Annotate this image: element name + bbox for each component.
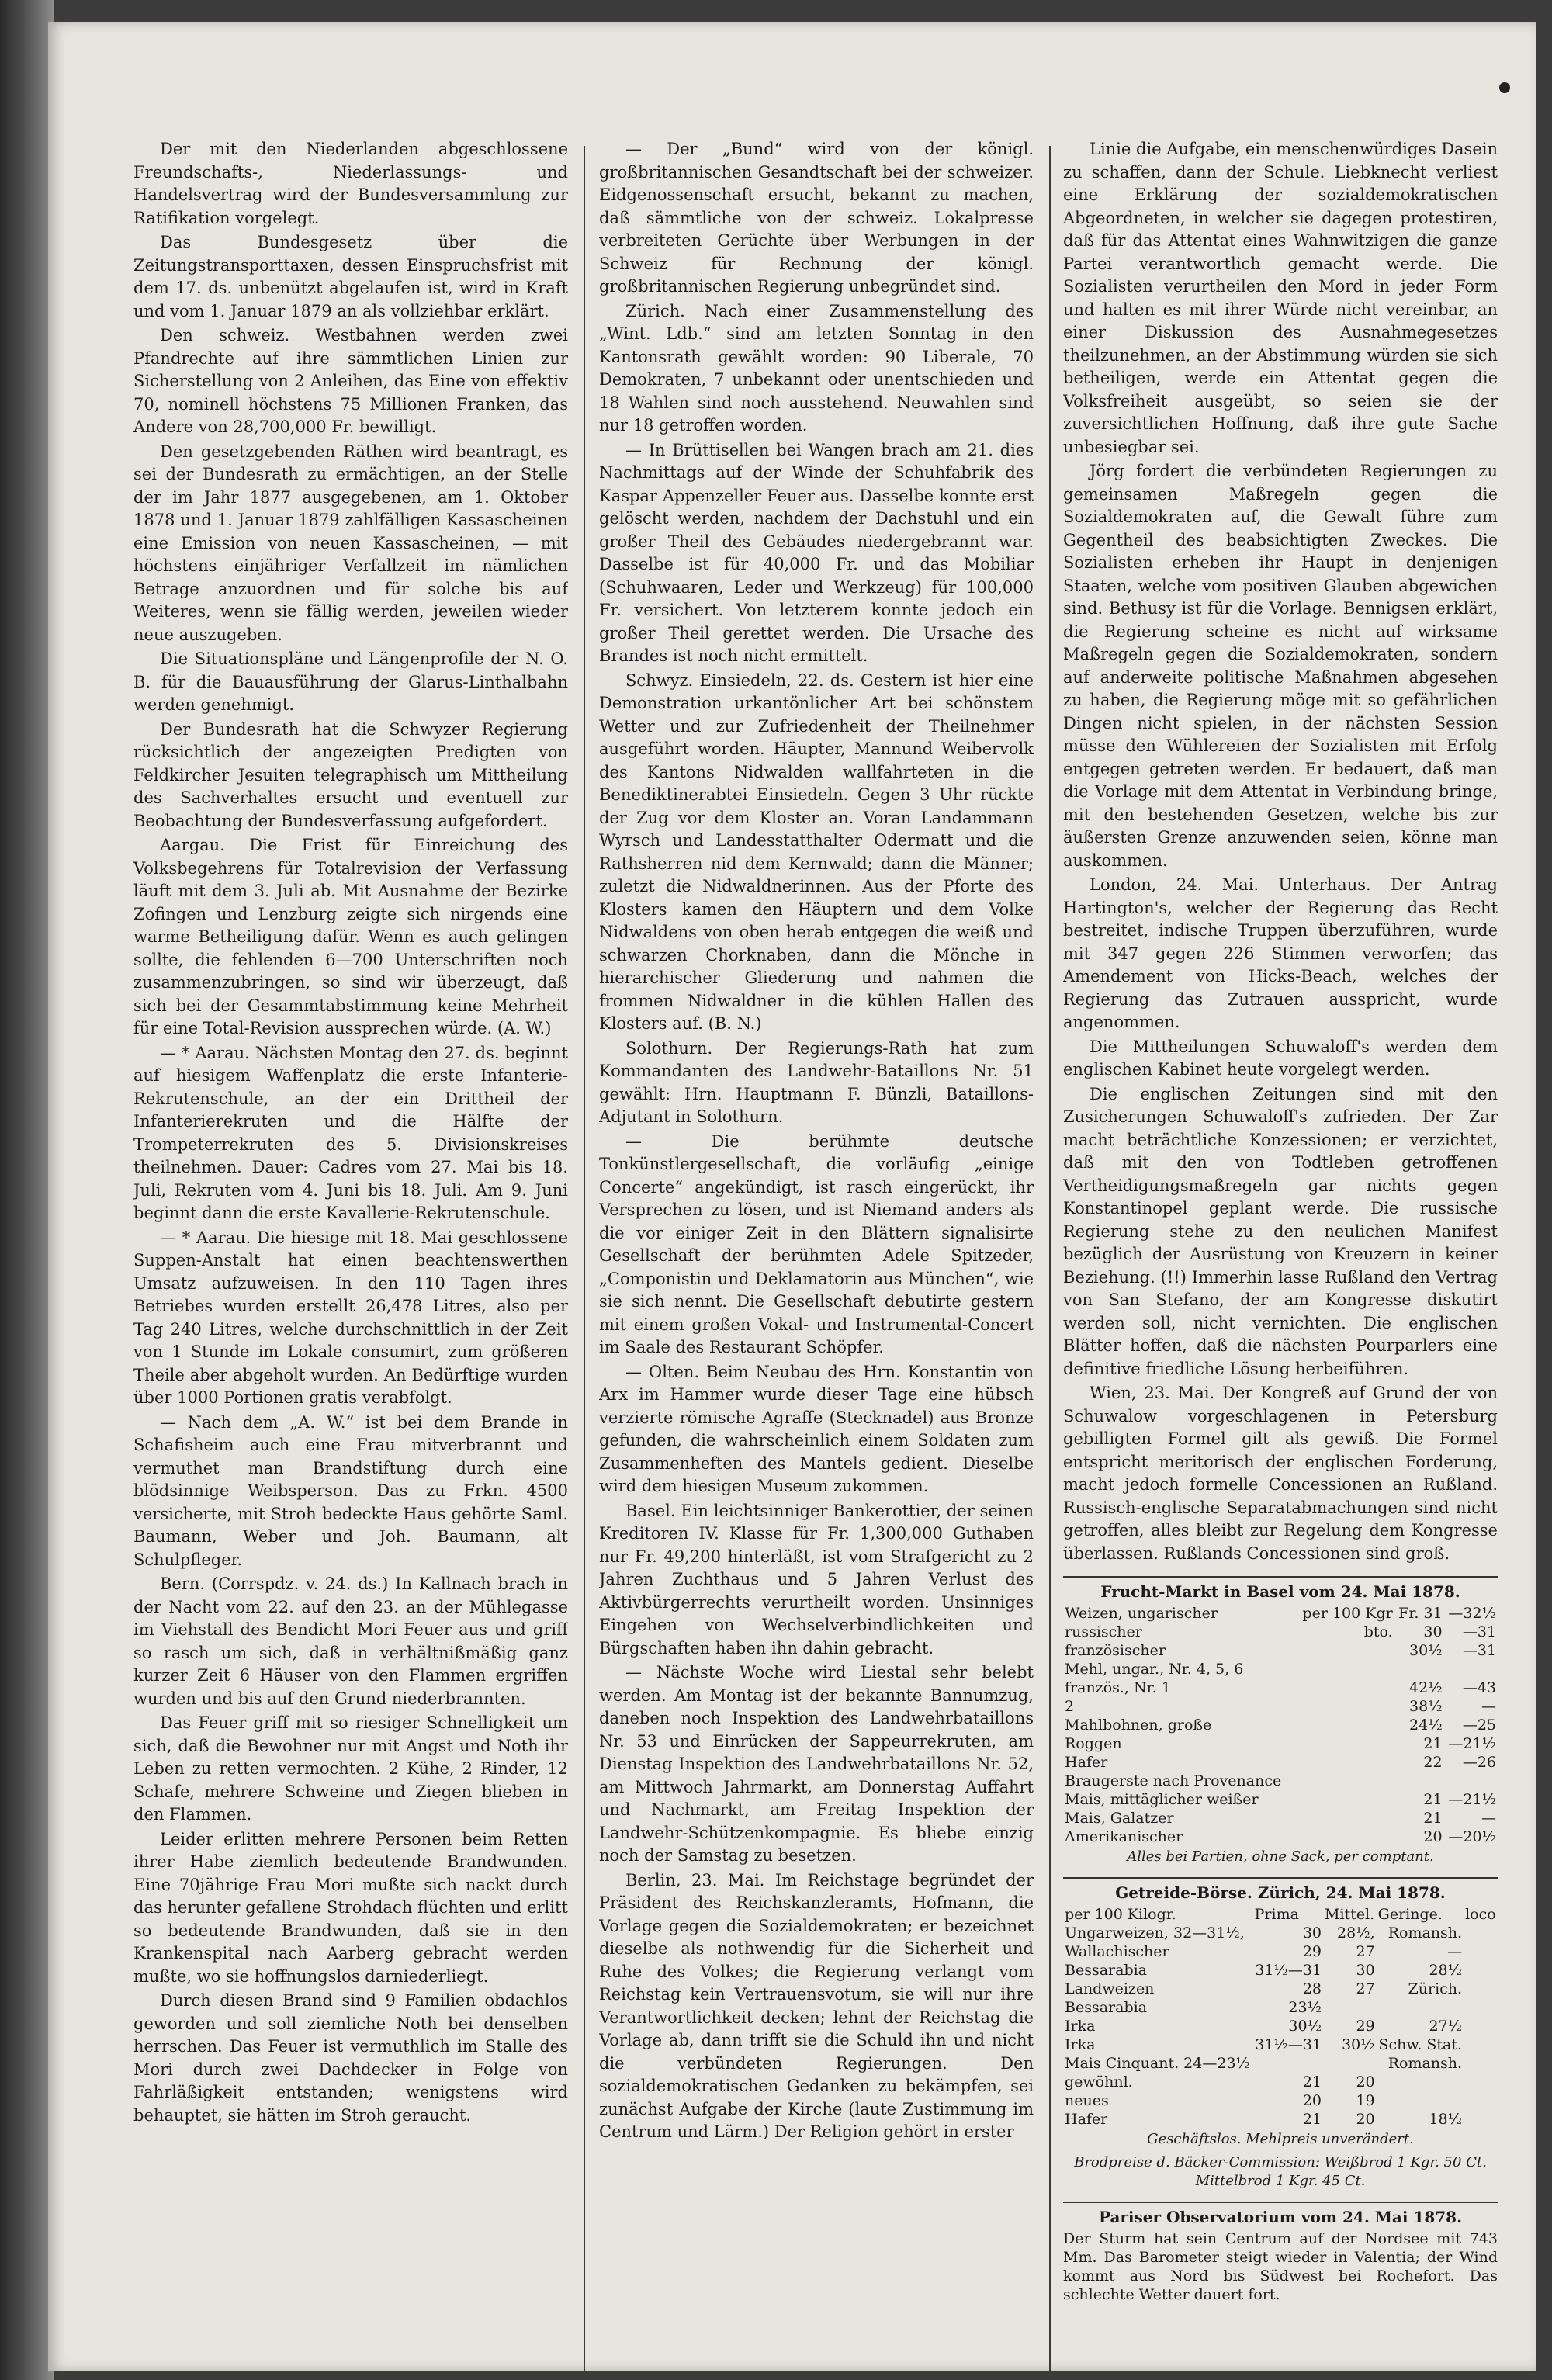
table-row	[1063, 1961, 1498, 1980]
column-2	[599, 138, 1034, 2371]
table-cell: 21	[1423, 1735, 1443, 1752]
article: — * Aarau. Die hiesige mit 18. Mai geschlossene Suppen-Anstalt hat einen beachtenswerthen Umsatz aufzuweisen. In den 110 Tagen ihres Betriebes wurden erstellt 26,478 Litres, also per Tag 240 Litres, welche durchschnittlich in der Zeit von 1 Stunde im Lokale consumirt, zum größeren Theile aber abgeholt wurden. An Bedürftige wurden über 1000 Portionen gratis verabfolgt.	[133, 1228, 568, 1407]
table-cell: 29	[1302, 1943, 1322, 1960]
market-note: Alles bei Partien, ohne Sack, per comptant.	[1127, 1848, 1434, 1865]
table-cell: Romansh.	[1387, 1924, 1463, 1942]
article: Den schweiz. Westbahnen werden zwei Pfandrechte auf ihre sämmtlichen Linien zur Sicherstellung von 2 Anleihen, das Eine von effektiv 70, nominell höchstens 75 Millionen Franken, das Andere von 28,700,000 Fr. bewilligt.	[133, 326, 568, 436]
article: Wien, 23. Mai. Der Kongreß auf Grund der von Schuwalow vorgeschlagenen in Petersburg gebilligten Formel gilt als gewiß. Die Formel entspricht meritorisch der englischen Forderung, macht jedoch formelle Concessionen an Rußland. Russisch-englische Separatabmachungen sind nicht getroffen, alles bleibt zur Regelung dem Kongresse überlassen. Rußlands Concessionen sind groß.	[1063, 1384, 1498, 1563]
table-cell: Bessarabia	[1065, 1999, 1148, 2016]
table-cell	[1444, 1772, 1498, 1790]
article: Den gesetzgebenden Räthen wird beantragt, es sei der Bundesrath zu ermächtigen, an der Stelle der im Jahr 1877 ausgegebenen, am 1. Oktober 1878 und 1. Januar 1879 zahlfälligen Kassascheinen eine Emission von neuen Kassascheinen, — mit höchstens einjähriger Verfallzeit im nämlichen Betrage anzuordnen und für solche bis auf Weiteres, wenn sie fällig werden, jeweilen wieder neue auszugeben.	[133, 442, 568, 644]
article: — Nach dem „A. W.“ ist bei dem Brande in Schafisheim auch eine Frau mitverbrannt und vermuthet man Brandstiftung durch eine blödsinnige Weibsperson. Das zu Frkn. 4500 versicherte, mit Stroh bedeckte Haus gehörte Saml. Baumann, Weber und Joh. Baumann, alt Schulpfleger.	[133, 1412, 568, 1569]
table-cell: Weizen, ungarischer	[1065, 1605, 1218, 1622]
table-row	[1063, 1623, 1498, 1641]
observatory-title: Pariser Observatorium vom 24. Mai 1878.	[1098, 2208, 1463, 2226]
table-cell: 30½	[1288, 2018, 1322, 2035]
market-table	[1063, 1604, 1498, 1846]
table-row	[1063, 2054, 1498, 2073]
table-row	[1063, 1697, 1498, 1716]
table-cell: Mais Cinquant. 24—23½	[1065, 2055, 1250, 2072]
table-cell	[1296, 1734, 1394, 1753]
table-row	[1063, 1772, 1498, 1790]
table-cell: französ., Nr. 1	[1065, 1679, 1171, 1696]
table-cell: 27	[1356, 1980, 1375, 1997]
table-cell: 24½	[1409, 1717, 1443, 1734]
grain-bourse	[1063, 1877, 1498, 2191]
table-row	[1063, 1753, 1498, 1772]
table-row	[1063, 2110, 1498, 2129]
table-cell	[1296, 1716, 1394, 1734]
table-cell: Braugerste nach Provenance	[1065, 1772, 1282, 1789]
article: Schwyz. Einsiedeln, 22. ds. Gestern ist hier eine Demonstration urkantönlicher Art bei schönstem Wetter und zur Zufriedenheit der Theilnehmer ausgeführt worden. Häupter, Mannund Weibervolk des Kantons Nidwalden wallfahrteten in die Benediktinerabtei Einsiedeln. Gegen 3 Uhr rückte der Zug vor dem Kloster an. Voran Landammann Wyrsch und Landesstatthalter Odermatt und die Rathsherren nid dem Kernwald; dann die Männer; zuletzt die Nidwaldnerinnen. Aus der Pforte des Klosters kamen den Häuptern und dem Volke Nidwaldens von oben herab entgegen die weiß und schwarzen Chorknaben, dann die Mönche in hierarchischer Gliederung und nahmen die frommen Nidwaldner in die kühlen Hallen des Klosters auf. (B. N.)	[599, 670, 1034, 1033]
observatory	[1063, 2202, 1498, 2304]
columns	[133, 138, 1499, 2371]
table-cell: 20	[1356, 2073, 1375, 2091]
article: Der mit den Niederlanden abgeschlossene Freundschafts-, Niederlassungs- und Handelsvertrag wird der Bundesversammlung zur Ratifikation vorgelegt.	[133, 140, 568, 227]
article: Durch diesen Brand sind 9 Familien obdachlos geworden und soll ziemliche Noth bei denselben herrschen. Das Feuer ist vermuthlich im Stalle des Mori durch zwei Dachdecker in Folge von Fahrläßigkeit entstanden; wenigstens wird behauptet, sie hätten im Stroh geraucht.	[133, 1991, 568, 2125]
bread-prices: Brodpreise d. Bäcker-Commission: Weißbrod 1 Kgr. 50 Ct. Mittelbrod 1 Kgr. 45 Ct.	[1074, 2154, 1487, 2189]
article: — In Brüttisellen bei Wangen brach am 21. dies Nachmittags auf der Winde der Schuhfabrik des Kaspar Appenzeller Feuer aus. Dasselbe konnte erst gelöscht werden, nachdem der Dachstuhl und ein großer Theil des Gebäudes niedergebrannt war. Dasselbe ist für 40,000 Fr. und das Mobiliar (Schuhwaaren, Leder und Werkzeug) für 100,000 Fr. versichert. Von letzterem konnte jedoch ein großer Theil gerettet werden. Die Ursache des Brandes ist noch nicht ermittelt.	[599, 440, 1034, 665]
table-cell	[1323, 1998, 1377, 2017]
table-row	[1063, 2035, 1498, 2054]
table-cell	[1394, 1772, 1444, 1790]
table-cell: Mais, Galatzer	[1065, 1810, 1174, 1827]
table-cell: Zürich.	[1408, 1980, 1463, 1997]
table-cell: französischer	[1065, 1642, 1166, 1659]
article: Berlin, 23. Mai. Im Reichstage begründet der Präsident des Reichskanzleramts, Hofmann, die Vorlage gegen die Sozialdemokraten; er bezeichnet dieselbe als nothwendig für die Sicherheit und Ruhe des Volkes; die Regierung verlangt vom Reichstag kein Vertrauensvotum, sie will nur ihre Verantwortlichkeit decken; lehnt der Reichstag die Vorlage ab, dann trifft sie die Schuld ihn und nicht die verbündeten Regierungen. Den sozialdemokratischen Gedanken zu bekämpfen, sei zunächst Aufgabe der Kirche (laute Zustimmung im Centrum und Lärm.) Der Religion gehört in erster	[599, 1870, 1034, 2141]
table-cell: Schw. Stat.	[1378, 2036, 1463, 2053]
table-cell: —26	[1462, 1754, 1496, 1771]
table-cell: russischer	[1065, 1623, 1142, 1640]
article: Die Mittheilungen Schuwaloff's werden dem englischen Kabinet heute vorgelegt werden.	[1063, 1037, 1498, 1079]
table-header: per 100 Kilogr.	[1065, 1906, 1176, 1923]
column-1	[133, 138, 568, 2371]
table-header: Prima	[1254, 1906, 1299, 1923]
table-cell: Fr. 31	[1398, 1605, 1443, 1622]
table-cell: Romansh.	[1387, 2055, 1463, 2072]
table-row	[1063, 1980, 1498, 1998]
table-cell: 29	[1356, 2018, 1375, 2035]
article: Das Bundesgesetz über die Zeitungstransporttaxen, dessen Einspruchsfrist mit dem 17. ds. unbenützt abgelaufen ist, wird in Kraft und vom 1. Januar 1879 an als vollziehbar erklärt.	[133, 233, 568, 320]
article: — Nächste Woche wird Liestal sehr belebt werden. Am Montag ist der bekannte Bannumzug, daneben noch Inspektion des Landwehrbataillons Nr. 53 und Einrücken der Sappeurrekruten, am Dienstag Inspektion des Landwehrbataillons Nr. 52, am Mittwoch Jahrmarkt, am Donnerstag Auffahrt und Nachmarkt, am Freitag Inspektion der Landwehr-Schützenkompagnie. Es bliebe einzig noch der Samstag zu besetzen.	[599, 1663, 1034, 1865]
table-cell: 20	[1356, 2111, 1375, 2128]
market-title: Frucht-Markt in Basel vom 24. Mai 1878.	[1100, 1582, 1460, 1601]
table-row	[1063, 1604, 1498, 1623]
table-cell: —	[1447, 1943, 1463, 1960]
table-cell	[1323, 2054, 1377, 2073]
table-cell: 30½	[1409, 1642, 1443, 1659]
table-cell: —31	[1462, 1623, 1496, 1640]
table-cell: Irka	[1065, 2018, 1096, 2035]
column-3	[1063, 138, 1498, 2371]
newspaper-page	[48, 22, 1536, 2371]
article: Leider erlitten mehrere Personen beim Retten ihrer Habe ziemlich bedeutende Brandwunden. Eine 70jährige Frau Mori mußte sich nackt durch das herunter gefallene Strohdach flüchten und erlitt so bedeutende Brandwunden, daß sie in den Krankenspital nach Aarberg gebracht werden mußte, wo sie hoffnungslos darniederliegt.	[133, 1829, 568, 1986]
article: — Der „Bund“ wird von der königl. großbritannischen Gesandtschaft bei der schweizer. Eidgenossenschaft ersucht, bekannt zu machen, daß sämmtliche von der schweiz. Lokalpresse verbreiteten Gerüchte über Werbungen in der Schweiz für Rechnung der königl. großbritannischen Regierung unbegründet sind.	[599, 140, 1034, 296]
table-cell: 38½	[1409, 1698, 1443, 1715]
table-row	[1063, 1678, 1498, 1697]
table-row	[1063, 2017, 1498, 2035]
article: Das Feuer griff mit so riesiger Schnelligkeit um sich, daß die Bewohner nur mit Angst und Noth ihr Leben zu retten vermochten. 2 Kühe, 2 Rinder, 12 Schafe, mehrere Schweine und Ziegen blieben in den Flammen.	[133, 1713, 568, 1824]
table-cell: Bessarabia	[1065, 1962, 1148, 1979]
article: Solothurn. Der Regierungs-Rath hat zum Kommandanten des Landwehr-Bataillons Nr. 51 gewählt: Hrn. Hauptmann F. Bünzli, Bataillons-Adjutant in Solothurn.	[599, 1038, 1034, 1126]
article: Der Bundesrath hat die Schwyzer Regierung rücksichtlich der angezeigten Predigten von Feldkircher Jesuiten telegraphisch um Mittheilung des Sachverhaltes ersucht und eventuell zur Beobachtung der Bundesverfassung aufgefordert.	[133, 719, 568, 830]
table-cell: gewöhnl.	[1065, 2073, 1133, 2091]
table-cell	[1296, 1753, 1394, 1772]
table-cell: 30	[1302, 1924, 1322, 1942]
table-cell: 42½	[1409, 1679, 1443, 1696]
table-cell	[1377, 2091, 1464, 2110]
article: Die Situationspläne und Längenprofile der N. O. B. für die Bauausführung der Glarus-Linthalbahn werden genehmigt.	[133, 650, 568, 714]
table-cell: 28½	[1429, 1962, 1463, 1979]
fruit-market	[1063, 1576, 1498, 1866]
table-cell: Ungarweizen, 32—31½,	[1065, 1924, 1245, 1942]
table-cell: Wallachischer	[1065, 1943, 1169, 1960]
article: Die englischen Zeitungen sind mit den Zusicherungen Schuwaloff's zufrieden. Der Zar macht beträchtliche Konzessionen; er verzichtet, daß mit den von Todtleben getroffenen Vertheidigungsmaßregeln gar nichts gegen Konstantinopel geplant werde. Die russische Regierung stehe zu den neulichen Manifest bezüglich der Ausrüstung von Kreuzern in keiner Beziehung. (!!) Immerhin lasse Rußland den Vertrag von San Stefano, der am Kongresse diskutirt werden soll, nicht vernichten. Die englischen Blätter hoffen, daß die nächsten Pourparlers eine definitive friedliche Lösung herbeiführen.	[1063, 1084, 1498, 1378]
table-cell: 22	[1423, 1754, 1443, 1771]
table-row	[1063, 1809, 1498, 1827]
column-rule	[1049, 146, 1051, 2371]
table-cell: 28	[1302, 1980, 1322, 1997]
table-cell	[1296, 1641, 1394, 1660]
table-cell: 18½	[1429, 2111, 1463, 2128]
article: Bern. (Corrspdz. v. 24. ds.) In Kallnach brach in der Nacht vom 22. auf den 23. an der Mühlegasse im Viehstall des Bendicht Mori Feuer aus und griff so rasch um sich, daß in verhältnißmäßig ganz kurzer Zeit 6 Häuser von den Flammen ergriffen wurden und bis auf den Grund niederbrannten.	[133, 1575, 568, 1708]
table-row	[1063, 1790, 1498, 1809]
table-cell: 20	[1423, 1828, 1443, 1845]
table-row	[1063, 1827, 1498, 1846]
table-cell: 27	[1356, 1943, 1375, 1960]
table-header: Geringe.	[1377, 1906, 1443, 1923]
table-cell: 31½—31	[1255, 2036, 1322, 2053]
table-cell: —	[1481, 1698, 1496, 1715]
table-cell: —21½	[1448, 1791, 1496, 1808]
article: London, 24. Mai. Unterhaus. Der Antrag Hartington's, welcher der Regierung das Recht bestreitet, indische Truppen überzuführen, wurde mit 347 gegen 226 Stimmen verworfen; das Amendement von Hicks-Beach, welches der Regierung das Zutrauen ausspricht, wurde angenommen.	[1063, 875, 1498, 1031]
article: Aargau. Die Frist für Einreichung des Volksbegehrens für Totalrevision der Verfassung läuft mit dem 3. Juli ab. Mit Ausnahme der Bezirke Zofingen und Lenzburg zeigte sich nirgends eine warme Betheiligung dafür. Wenn es auch gelingen sollte, die fehlenden 6—700 Unterschriften noch zusammenzubringen, so sind wir überzeugt, daß sich bei der Gesammtabstimmung keine Mehrheit für eine Total-Revision aussprechen würde. (A. W.)	[133, 836, 568, 1038]
table-cell: —32½	[1448, 1605, 1496, 1622]
table-row	[1063, 2073, 1498, 2091]
table-cell: 28½,	[1337, 1924, 1375, 1942]
table-cell: 31½—31	[1255, 1962, 1322, 1979]
ink-dot	[1499, 82, 1510, 93]
table-cell: —20½	[1448, 1828, 1496, 1845]
article: Zürich. Nach einer Zusammenstellung des „Wint. Ldb.“ sind am letzten Sonntag in den Kantonsrath gewählt worden: 90 Liberale, 70 Demokraten, 7 unbekannt oder unentschieden und 18 Wahlen sind noch ausstehend. Neuwahlen sind nur 18 getroffen worden.	[599, 301, 1034, 435]
table-row	[1063, 1942, 1498, 1961]
table-cell: 21	[1302, 2073, 1322, 2091]
table-cell: 21	[1302, 2111, 1322, 2128]
table-row	[1063, 1716, 1498, 1734]
table-cell: Mahlbohnen, große	[1065, 1717, 1212, 1734]
table-cell: 21	[1423, 1810, 1443, 1827]
table-cell: —	[1481, 1810, 1496, 1827]
table-cell: 30	[1423, 1623, 1443, 1640]
table-cell: Mehl, ungar., Nr. 4, 5, 6	[1065, 1661, 1244, 1678]
table-cell: Hafer	[1065, 2111, 1108, 2128]
table-cell: —31	[1462, 1642, 1496, 1659]
article: Jörg fordert die verbündeten Regierungen zu gemeinsamen Maßregeln gegen die Sozialdemokraten auf, die Gewalt führe zum Gegentheil des beabsichtigten Zweckes. Die Sozialisten erheben ihr Haupt in denjenigen Staaten, welche vom positiven Glauben abgewichen sind. Bethusy ist für die Vorlage. Bennigsen erklärt, die Regierung scheine es nicht auf wirksame Maßregeln gegen die Sozialdemokraten, sondern auf anderweite politische Maßnahmen abgesehen zu haben, die Regierung möge mit so gefährlichen Dingen nicht spielen, in der nächsten Session müsse den Wühlereien der Sozialisten mit Erfolg entgegen getreten werden. Er bedauert, daß man die Vorlage mit dem Attentat in Verbindung bringe, mit den bestehenden Gesetzen, welche bis zur äußersten Grenze anzuwenden seien, könne man auskommen.	[1063, 462, 1498, 870]
table-cell: 20	[1302, 2092, 1322, 2109]
article: Linie die Aufgabe, ein menschenwürdiges Dasein zu schaffen, dann der Schule. Liebknecht verliest eine Erklärung der sozialdemokratischen Abgeordneten, in welcher sie dagegen protestiren, daß für das Attentat eines Wahnwitzigen die ganze Partei verantwortlich gemacht werde. Die Sozialisten verurtheilen den Mord in jeder Form und halten es mit ihrer Würde nicht vereinbar, an einer Diskussion des Ausnahmegesetzes theilzunehmen, an der Abstimmung würden sie sich betheiligen, werde ein Attentat gegen die Volksfreiheit ausgeübt, so seien sie der zuversichtlichen Hoffnung, daß ihre gute Sache unbesiegbar sei.	[1063, 140, 1498, 456]
table-cell	[1444, 1660, 1498, 1678]
table-cell: 19	[1356, 2092, 1375, 2109]
table-cell	[1377, 1998, 1464, 2017]
table-cell: 23½	[1288, 1999, 1322, 2016]
table-row	[1063, 1734, 1498, 1753]
table-cell: 30½	[1342, 2036, 1375, 2053]
article: — Olten. Beim Neubau des Hrn. Konstantin von Arx im Hammer wurde dieser Tage eine hübsch verzierte römische Agraffe (Stecknadel) aus Bronze gefunden, die wahrscheinlich einem Soldaten zum Zusammenheften des Mantels gedient. Dieselbe wird dem hiesigen Museum zukommen.	[599, 1362, 1034, 1495]
table-cell: Irka	[1065, 2036, 1096, 2053]
table-cell	[1296, 1697, 1394, 1716]
bourse-table	[1063, 1905, 1498, 2129]
table-cell	[1296, 1678, 1394, 1697]
table-row	[1063, 1641, 1498, 1660]
table-cell: 30	[1356, 1962, 1375, 1979]
table-cell: —21½	[1448, 1735, 1496, 1752]
table-cell: 2	[1065, 1698, 1075, 1715]
bourse-title: Getreide-Börse. Zürich, 24. Mai 1878.	[1115, 1883, 1446, 1902]
table-cell: 27½	[1429, 2018, 1463, 2035]
table-cell: bto.	[1363, 1623, 1393, 1640]
table-cell	[1296, 1827, 1394, 1846]
table-cell	[1296, 1660, 1394, 1678]
table-row	[1063, 1924, 1498, 1942]
table-cell	[1394, 1660, 1444, 1678]
bourse-note: Geschäftslos. Mehlpreis unverändert.	[1147, 2131, 1414, 2147]
table-cell: Amerikanischer	[1065, 1828, 1183, 1845]
table-cell	[1253, 2054, 1323, 2073]
scan-edge	[0, 0, 54, 2380]
table-cell: neues	[1065, 2092, 1109, 2109]
table-cell: Roggen	[1065, 1735, 1122, 1752]
article: — Die berühmte deutsche Tonkünstlergesellschaft, die vorläufig „einige Concerte“ angekündigt, ist rasch eingerückt, ihr Versprechen zu lösen, und ist Niemand anders als die vor einiger Zeit in den Blättern signalisirte Gesellschaft der berühmten Adele Spitzeder, „Componistin und Deklamatorin aus München“, wie sie sich nennt. Die Gesellschaft debutirte gestern mit einem großen Vokal- und Instrumental-Concert im Saale des Restaurant Schöpfer.	[599, 1131, 1034, 1356]
table-cell: Mais, mittäglicher weißer	[1065, 1791, 1259, 1808]
table-cell: Hafer	[1065, 1754, 1108, 1771]
table-cell: —25	[1462, 1717, 1496, 1734]
table-cell	[1296, 1809, 1394, 1827]
article: Basel. Ein leichtsinniger Bankerottier, der seinen Kreditoren IV. Klasse für Fr. 1,300,000 Guthaben nur Fr. 49,200 hinterläßt, ist vom Strafgericht zu 2 Jahren Zuchthaus und 5 Jahren Verlust des Aktivbürgerrechts verurtheilt worden. Unsinniges Eingehen von Wechselverbindlichkeiten und Bürgschaften haben ihn dahin gebracht.	[599, 1501, 1034, 1658]
article: — * Aarau. Nächsten Montag den 27. ds. beginnt auf hiesigem Waffenplatz die erste Infanterie-Rekrutenschule, an der ein Drittheil der Infanterierekruten und die Hälfte der Trompeterrekruten des 5. Divisionskreises theilnehmen. Dauer: Cadres vom 27. Mai bis 18. Juli, Rekruten vom 4. Juni bis 18. Juli. Am 9. Juni beginnt dann die erste Kavallerie-Rekrutenschule.	[133, 1043, 568, 1222]
table-row	[1063, 1660, 1498, 1678]
table-row	[1063, 2091, 1498, 2110]
table-cell: —43	[1462, 1679, 1496, 1696]
column-rule	[584, 146, 585, 2371]
table-header: loco	[1465, 1906, 1496, 1923]
table-cell: Landweizen	[1065, 1980, 1155, 1997]
table-cell	[1296, 1772, 1394, 1790]
table-cell	[1377, 2073, 1464, 2091]
table-header: Mittel.	[1325, 1906, 1375, 1923]
table-row	[1063, 1998, 1498, 2017]
observatory-text: Der Sturm hat sein Centrum auf der Nordsee mit 743 Mm. Das Barometer steigt wieder in Valentia; der Wind kommt aus Nord bis Südwest bei Rochefort. Das schlechte Wetter dauert fort.	[1063, 2230, 1498, 2303]
table-cell: per 100 Kgr	[1302, 1605, 1393, 1622]
table-cell: 21	[1423, 1791, 1443, 1808]
table-cell	[1296, 1790, 1394, 1809]
